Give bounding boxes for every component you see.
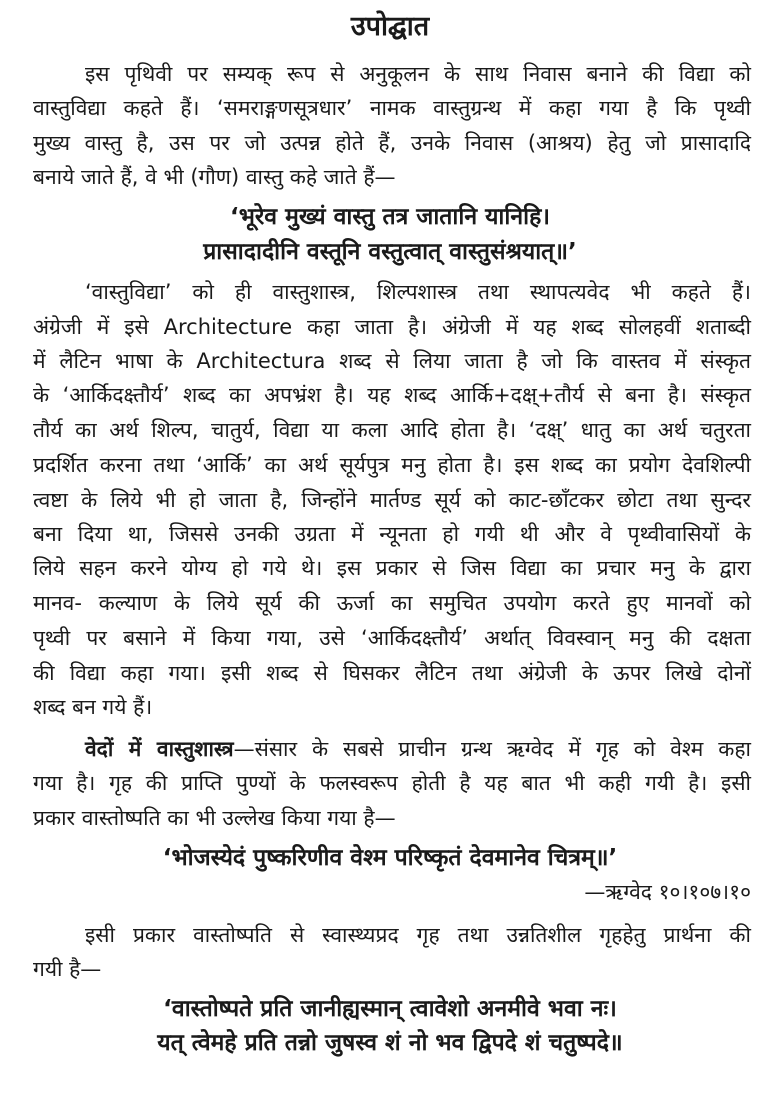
paragraph-line [85,734,751,764]
verse-reference: —ऋग्वेद १०।१०७।१० [584,880,751,904]
section-heading: वेदों में वास्तुशास्त्र [85,737,234,761]
paragraph-line: में लैटिन भाषा के Architectura शब्द से लिया जाता है जो कि वास्तव में संस्कृत [33,349,751,373]
paragraph-line: बनाये जाते हैं, वे भी (गौण) वास्तु कहे जाते हैं— [33,165,396,189]
paragraph-text: —संसार के सबसे प्राचीन ग्रन्थ ऋग्वेद में गृह को वेश्म कहा [233,737,751,761]
paragraph-line: प्रकार वास्तोष्पति का भी उल्लेख किया गया है— [33,806,396,830]
page-title: उपोद्घात [350,11,430,42]
paragraph-line: शब्द बन गये हैं। [33,695,153,719]
paragraph-line: अंग्रेजी में इसे Architecture कहा जाता है। अंग्रेजी में यह शब्द सोलहवीं शताब्दी [33,315,751,339]
paragraph-line: वास्तुविद्या कहते हैं। ‘समराङ्गणसूत्रधार’ नामक वास्तुग्रन्थ में कहा गया है कि पृथ्वी [33,96,751,120]
paragraph-line: प्रदर्शित करना तथा ‘आर्कि’ का अर्थ सूर्यपुत्र मनु होता है। इस शब्द का प्रयोग देवशिल्पी [33,453,751,477]
paragraph-line: के ‘आर्किदक्ष्तौर्य’ शब्द का अपभ्रंश है। यह शब्द आर्कि+दक्ष्+तौर्य से बना है। संस्कृत [33,383,751,407]
paragraph-line: गया है। गृह की प्राप्ति पुण्यों के फलस्वरूप होती है यह बात भी कही गयी है। इसी [33,771,751,795]
verse-line: ‘भूरेव मुख्यं वास्तु तत्र जातानि यानिहि। [229,204,550,230]
verse-line: ‘भोजस्येदं पुष्करिणीव वेश्म परिष्कृतं देवमानेव चित्रम्॥’ [162,845,618,871]
paragraph-line: मानव- कल्याण के लिये सूर्य की ऊर्जा का समुचित उपयोग करते हुए मानवों को [33,591,751,615]
paragraph-line: की विद्या कहा गया। इसी शब्द से घिसकर लैटिन तथा अंग्रेजी के ऊपर लिखे दोनों [33,661,751,685]
verse-line: प्रासादादीनि वस्तूनि वस्तुत्वात् वास्तुसंश्रयात्॥’ [203,239,577,265]
paragraph-line: त्वष्टा के लिये भी हो जाता है, जिन्होंने मार्तण्ड सूर्य को काट-छाँटकर छोटा तथा सुन्दर [33,488,751,512]
paragraph-line: मुख्य वास्तु है, उस पर जो उत्पन्न होते हैं, उनके निवास (आश्रय) हेतु जो प्रासादादि [33,131,751,155]
paragraph-line: बना दिया था, जिससे उनकी उग्रता में न्यूनता हो गयी थी और वे पृथ्वीवासियों के [33,522,751,546]
verse-line: यत् त्वेमहे प्रति तन्नो जुषस्व शं नो भव द्विपदे शं चतुष्पदे॥ [157,1030,623,1056]
paragraph-line: लिये सहन करने योग्य हो गये थे। इस प्रकार से जिस विद्या का प्रचार मनु के द्वारा [33,556,751,580]
paragraph-line: ‘वास्तुविद्या’ को ही वास्तुशास्त्र, शिल्पशास्त्र तथा स्थापत्यवेद भी कहते हैं। [85,280,751,304]
paragraph-line: गयी है— [33,957,102,981]
verse-line: ‘वास्तोष्पते प्रति जानीह्यस्मान् त्वावेशो अनमीवे भवा नः। [163,996,617,1022]
paragraph-line: इसी प्रकार वास्तोष्पति से स्वास्थ्यप्रद गृह तथा उन्नतिशील गृहहेतु प्रार्थना की [85,923,751,947]
paragraph-line: पृथ्वी पर बसाने में किया गया, उसे ‘आर्किदक्ष्तौर्य’ अर्थात् विवस्वान् मनु की दक्षता [33,626,751,650]
paragraph-line: तौर्य का अर्थ शिल्प, चातुर्य, विद्या या कला आदि होता है। ‘दक्ष्’ धातु का अर्थ चतुरता [33,418,751,442]
paragraph-line: इस पृथिवी पर सम्यक् रूप से अनुकूलन के साथ निवास बनाने की विद्या को [85,62,751,86]
